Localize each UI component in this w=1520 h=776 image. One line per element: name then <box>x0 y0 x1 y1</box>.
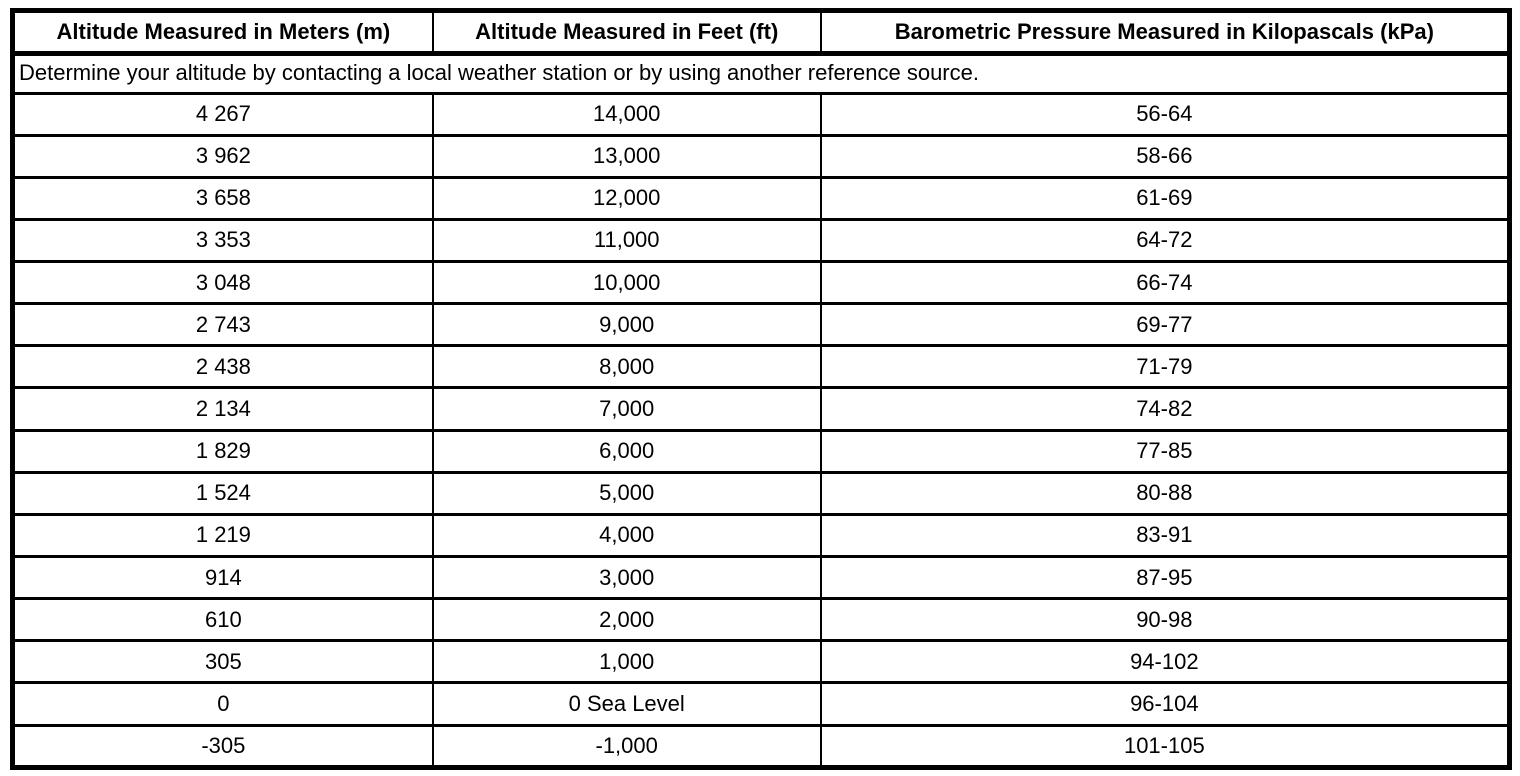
cell-feet: 11,000 <box>433 219 821 261</box>
cell-meters: 305 <box>15 641 433 683</box>
table-row <box>15 135 1507 177</box>
cell-kpa: 74-82 <box>821 388 1507 430</box>
column-header-feet: Altitude Measured in Feet (ft) <box>433 13 821 53</box>
table-row <box>15 514 1507 556</box>
cell-feet: 3,000 <box>433 557 821 599</box>
table-row <box>15 304 1507 346</box>
cell-kpa: 56-64 <box>821 93 1507 135</box>
cell-kpa: 71-79 <box>821 346 1507 388</box>
table-row <box>15 472 1507 514</box>
cell-meters: 2 134 <box>15 388 433 430</box>
cell-meters: 3 658 <box>15 177 433 219</box>
note-row <box>15 53 1507 93</box>
cell-meters: 3 962 <box>15 135 433 177</box>
cell-meters: 3 353 <box>15 219 433 261</box>
cell-meters: 4 267 <box>15 93 433 135</box>
altitude-pressure-table <box>10 8 1512 770</box>
cell-kpa: 101-105 <box>821 725 1507 765</box>
table-row <box>15 599 1507 641</box>
cell-meters: 610 <box>15 599 433 641</box>
cell-meters: 1 219 <box>15 514 433 556</box>
cell-kpa: 69-77 <box>821 304 1507 346</box>
cell-feet: 14,000 <box>433 93 821 135</box>
cell-meters: 0 <box>15 683 433 725</box>
cell-feet: 1,000 <box>433 641 821 683</box>
cell-kpa: 58-66 <box>821 135 1507 177</box>
cell-feet: 10,000 <box>433 262 821 304</box>
table-header <box>15 13 1507 53</box>
cell-feet: 2,000 <box>433 599 821 641</box>
cell-kpa: 83-91 <box>821 514 1507 556</box>
cell-feet: 8,000 <box>433 346 821 388</box>
cell-feet: 9,000 <box>433 304 821 346</box>
header-row <box>15 13 1507 53</box>
cell-feet: -1,000 <box>433 725 821 765</box>
cell-meters: -305 <box>15 725 433 765</box>
table-row <box>15 93 1507 135</box>
cell-meters: 2 743 <box>15 304 433 346</box>
cell-kpa: 90-98 <box>821 599 1507 641</box>
table-row <box>15 219 1507 261</box>
table-row <box>15 262 1507 304</box>
cell-feet: 6,000 <box>433 430 821 472</box>
table-row <box>15 683 1507 725</box>
cell-kpa: 66-74 <box>821 262 1507 304</box>
cell-feet: 5,000 <box>433 472 821 514</box>
column-header-kpa: Barometric Pressure Measured in Kilopascals (kPa) <box>821 13 1507 53</box>
cell-feet: 12,000 <box>433 177 821 219</box>
column-header-meters: Altitude Measured in Meters (m) <box>15 13 433 53</box>
table-row <box>15 725 1507 765</box>
table-row <box>15 177 1507 219</box>
cell-feet: 7,000 <box>433 388 821 430</box>
table-body <box>15 53 1507 765</box>
table-row <box>15 430 1507 472</box>
cell-kpa: 61-69 <box>821 177 1507 219</box>
table-row <box>15 641 1507 683</box>
cell-meters: 1 524 <box>15 472 433 514</box>
note-text: Determine your altitude by contacting a local weather station or by using another reference source. <box>15 53 1507 93</box>
cell-feet: 13,000 <box>433 135 821 177</box>
cell-meters: 914 <box>15 557 433 599</box>
table-row <box>15 557 1507 599</box>
cell-feet: 0 Sea Level <box>433 683 821 725</box>
cell-kpa: 80-88 <box>821 472 1507 514</box>
altitude-pressure-conversion-table <box>15 13 1507 765</box>
cell-kpa: 96-104 <box>821 683 1507 725</box>
cell-meters: 2 438 <box>15 346 433 388</box>
cell-meters: 3 048 <box>15 262 433 304</box>
cell-feet: 4,000 <box>433 514 821 556</box>
cell-kpa: 64-72 <box>821 219 1507 261</box>
cell-kpa: 87-95 <box>821 557 1507 599</box>
cell-kpa: 94-102 <box>821 641 1507 683</box>
cell-meters: 1 829 <box>15 430 433 472</box>
table-row <box>15 388 1507 430</box>
table-row <box>15 346 1507 388</box>
cell-kpa: 77-85 <box>821 430 1507 472</box>
